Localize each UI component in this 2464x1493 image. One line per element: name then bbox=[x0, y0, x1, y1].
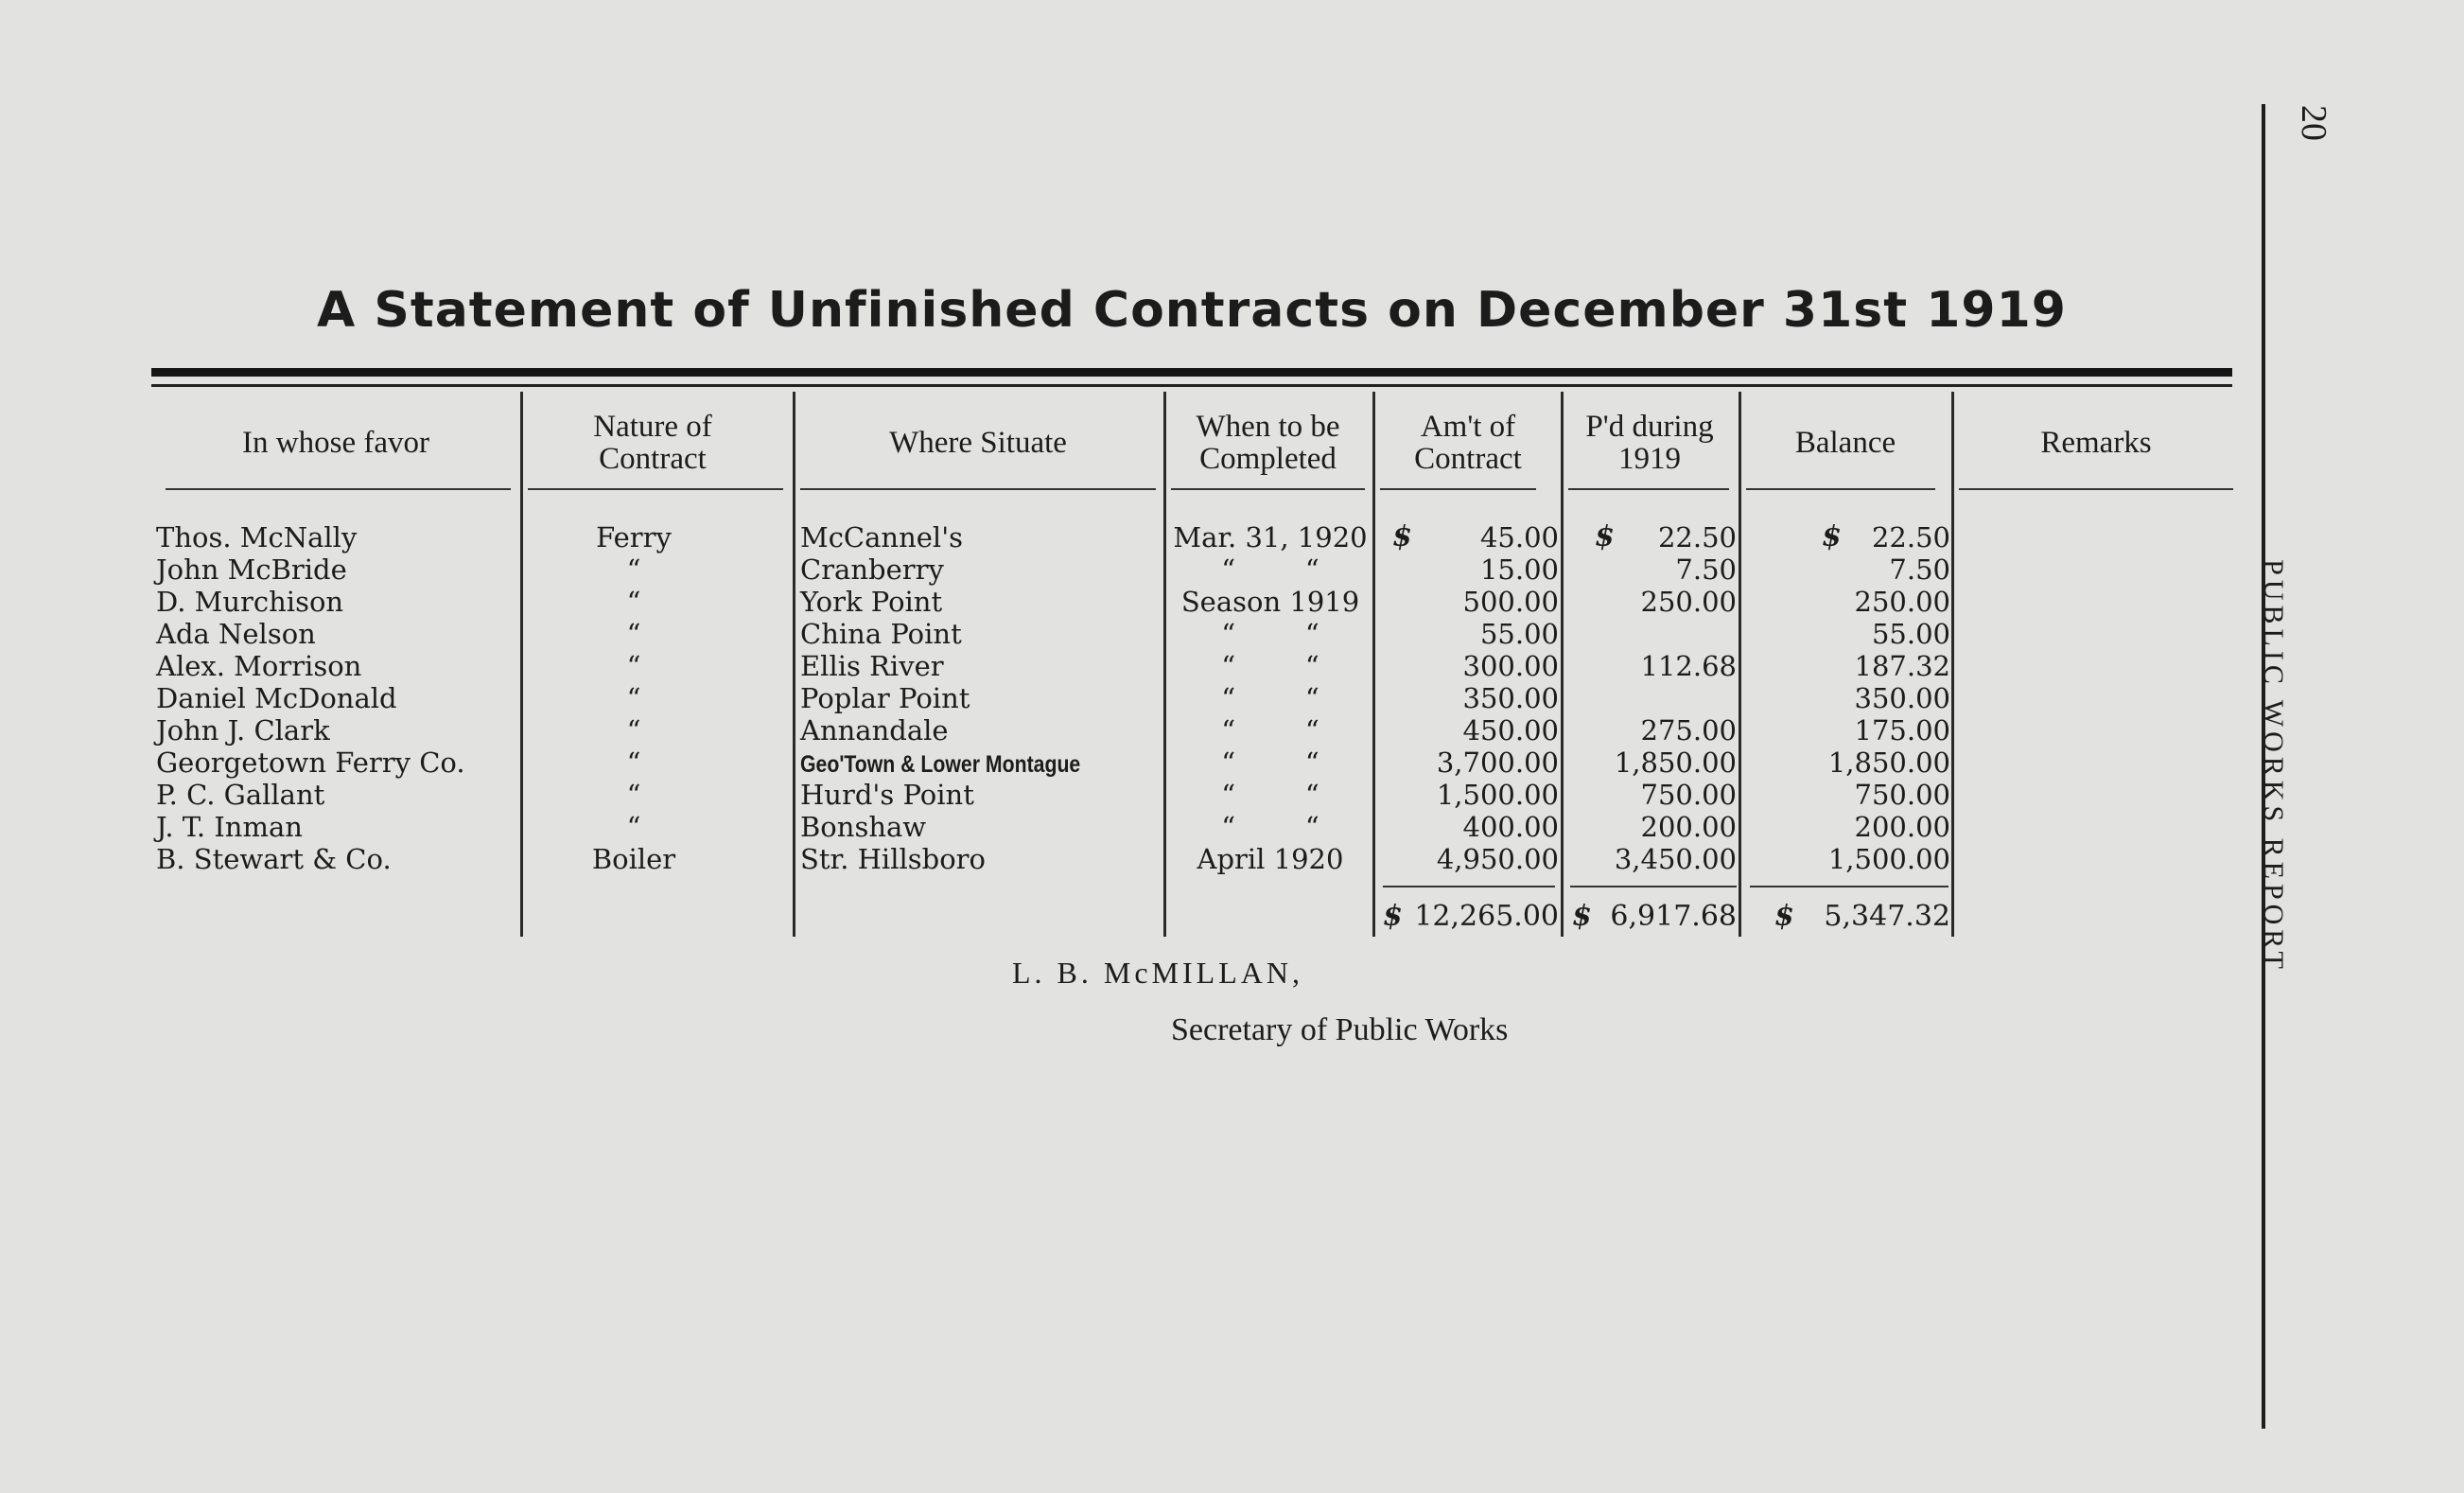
cell-favor: B. Stewart & Co. bbox=[156, 843, 392, 875]
cell-favor: Alex. Morrison bbox=[156, 650, 362, 682]
header-underline bbox=[1568, 488, 1729, 490]
cell-when: “ “ bbox=[1221, 746, 1319, 779]
cell-where: China Point bbox=[800, 618, 962, 650]
cell-paid: 750.00 bbox=[1640, 779, 1737, 811]
running-head: PUBLIC WORKS REPORT bbox=[2258, 559, 2289, 974]
cell-where bbox=[800, 746, 1130, 779]
cell-amount: 500.00 bbox=[1462, 586, 1559, 618]
cell-where-text: Geo'Town & Lower Montague bbox=[800, 751, 1081, 778]
cell-favor: John McBride bbox=[156, 553, 347, 586]
cell-where: Cranberry bbox=[800, 553, 944, 586]
cell-nature: “ bbox=[626, 618, 641, 650]
cell-where: Ellis River bbox=[800, 650, 944, 682]
cell-favor: P. C. Gallant bbox=[156, 779, 325, 811]
cell-favor: Thos. McNally bbox=[156, 521, 358, 553]
cell-nature: “ bbox=[626, 714, 641, 746]
cell-nature: “ bbox=[626, 553, 641, 586]
cell-balance: 250.00 bbox=[1854, 586, 1950, 618]
cell-where: Poplar Point bbox=[800, 682, 970, 714]
cell-favor: J. T. Inman bbox=[156, 811, 303, 843]
cell-when: “ “ bbox=[1221, 811, 1319, 843]
table-row bbox=[0, 779, 2464, 811]
header-balance: Balance bbox=[1794, 426, 1896, 460]
header-underline bbox=[1380, 488, 1536, 490]
page-number: 20 bbox=[2294, 105, 2333, 141]
header-paid: P'd during 1919 bbox=[1585, 410, 1714, 476]
header-underline bbox=[528, 488, 783, 490]
cell-balance: 22.50 bbox=[1871, 521, 1950, 553]
currency-symbol: $ bbox=[1774, 900, 1794, 933]
table-row bbox=[0, 714, 2464, 746]
table-row bbox=[0, 553, 2464, 586]
cell-amount: 3,700.00 bbox=[1436, 746, 1559, 779]
header-underline bbox=[1171, 488, 1365, 490]
cell-nature: “ bbox=[626, 650, 641, 682]
header-remarks: Remarks bbox=[2040, 426, 2152, 460]
cell-nature: “ bbox=[626, 682, 641, 714]
currency-symbol: $ bbox=[1392, 520, 1412, 553]
header-underline bbox=[1746, 488, 1935, 490]
cell-amount: 350.00 bbox=[1462, 682, 1559, 714]
cell-paid: 112.68 bbox=[1640, 650, 1737, 682]
header-favor: In whose favor bbox=[242, 426, 429, 460]
cell-balance: 1,500.00 bbox=[1827, 843, 1950, 875]
cell-paid: 250.00 bbox=[1640, 586, 1737, 618]
page-title: A Statement of Unfinished Contracts on December 31st 1919 bbox=[317, 282, 2067, 339]
cell-where: York Point bbox=[800, 586, 943, 618]
cell-paid: 22.50 bbox=[1657, 521, 1737, 553]
cell-where: Bonshaw bbox=[800, 811, 927, 843]
cell-nature: Boiler bbox=[591, 843, 676, 875]
cell-when: Season 1919 bbox=[1180, 586, 1360, 618]
table-row bbox=[0, 843, 2464, 875]
cell-when: “ “ bbox=[1221, 714, 1319, 746]
header-nature: Nature of Contract bbox=[593, 410, 712, 476]
currency-symbol: $ bbox=[1572, 900, 1592, 933]
cell-when: “ “ bbox=[1221, 553, 1319, 586]
signature-name: L. B. McMILLAN, bbox=[1012, 956, 1303, 990]
cell-where: Hurd's Point bbox=[800, 779, 974, 811]
cell-amount: 400.00 bbox=[1462, 811, 1559, 843]
cell-amount: 15.00 bbox=[1479, 553, 1559, 586]
cell-balance: 750.00 bbox=[1854, 779, 1950, 811]
cell-paid: 200.00 bbox=[1640, 811, 1737, 843]
table-row bbox=[0, 521, 2464, 553]
cell-balance: 7.50 bbox=[1889, 553, 1950, 586]
table-row bbox=[0, 682, 2464, 714]
total-amount: 12,265.00 bbox=[1414, 900, 1559, 933]
table-row bbox=[0, 746, 2464, 779]
cell-nature: Ferry bbox=[596, 521, 672, 553]
table-row bbox=[0, 650, 2464, 682]
cell-paid: 275.00 bbox=[1640, 714, 1737, 746]
currency-symbol: $ bbox=[1383, 900, 1403, 933]
cell-when: “ “ bbox=[1221, 618, 1319, 650]
cell-amount: 300.00 bbox=[1462, 650, 1559, 682]
signature-title: Secretary of Public Works bbox=[1171, 1012, 1509, 1047]
cell-nature: “ bbox=[626, 586, 641, 618]
header-underline bbox=[1959, 488, 2233, 490]
cell-amount: 1,500.00 bbox=[1436, 779, 1559, 811]
cell-balance: 200.00 bbox=[1854, 811, 1950, 843]
sum-rule bbox=[1570, 886, 1737, 887]
table-row bbox=[0, 586, 2464, 618]
cell-amount: 45.00 bbox=[1479, 521, 1559, 553]
currency-symbol: $ bbox=[1595, 520, 1615, 553]
cell-nature: “ bbox=[626, 779, 641, 811]
sum-rule bbox=[1383, 886, 1555, 887]
sum-rule bbox=[1750, 886, 1948, 887]
table-row bbox=[0, 811, 2464, 843]
title-rule-thin bbox=[151, 384, 2232, 387]
cell-amount: 450.00 bbox=[1462, 714, 1559, 746]
cell-favor: Ada Nelson bbox=[156, 618, 316, 650]
header-underline bbox=[800, 488, 1156, 490]
cell-where: Annandale bbox=[800, 714, 949, 746]
cell-when: “ “ bbox=[1221, 650, 1319, 682]
cell-balance: 187.32 bbox=[1854, 650, 1950, 682]
totals-row bbox=[0, 901, 2464, 933]
cell-balance: 55.00 bbox=[1871, 618, 1950, 650]
header-amount: Am't of Contract bbox=[1414, 410, 1522, 476]
cell-where: McCannel's bbox=[800, 521, 964, 553]
cell-balance: 1,850.00 bbox=[1827, 746, 1950, 779]
table-row bbox=[0, 618, 2464, 650]
currency-symbol: $ bbox=[1822, 520, 1842, 553]
cell-paid bbox=[1570, 618, 1737, 650]
header-when: When to be Completed bbox=[1196, 410, 1340, 476]
title-rule-thick bbox=[151, 368, 2232, 377]
cell-paid: 7.50 bbox=[1675, 553, 1737, 586]
cell-favor: John J. Clark bbox=[156, 714, 330, 746]
cell-favor: Daniel McDonald bbox=[156, 682, 397, 714]
cell-paid: 1,850.00 bbox=[1614, 746, 1737, 779]
cell-amount: 55.00 bbox=[1479, 618, 1559, 650]
cell-nature: “ bbox=[626, 746, 641, 779]
total-balance: 5,347.32 bbox=[1824, 900, 1950, 933]
cell-favor: D. Murchison bbox=[156, 586, 344, 618]
header-where: Where Situate bbox=[889, 426, 1067, 460]
header-underline bbox=[166, 488, 511, 490]
cell-where: Str. Hillsboro bbox=[800, 843, 986, 875]
cell-amount: 4,950.00 bbox=[1436, 843, 1559, 875]
cell-paid: 3,450.00 bbox=[1614, 843, 1737, 875]
cell-paid bbox=[1570, 682, 1737, 714]
cell-when: April 1920 bbox=[1197, 843, 1344, 875]
cell-balance: 350.00 bbox=[1854, 682, 1950, 714]
cell-when: “ “ bbox=[1221, 682, 1319, 714]
cell-nature: “ bbox=[626, 811, 641, 843]
cell-when: “ “ bbox=[1221, 779, 1319, 811]
total-paid: 6,917.68 bbox=[1610, 900, 1737, 933]
cell-favor: Georgetown Ferry Co. bbox=[156, 746, 465, 779]
cell-when: Mar. 31, 1920 bbox=[1173, 521, 1368, 553]
cell-balance: 175.00 bbox=[1854, 714, 1950, 746]
